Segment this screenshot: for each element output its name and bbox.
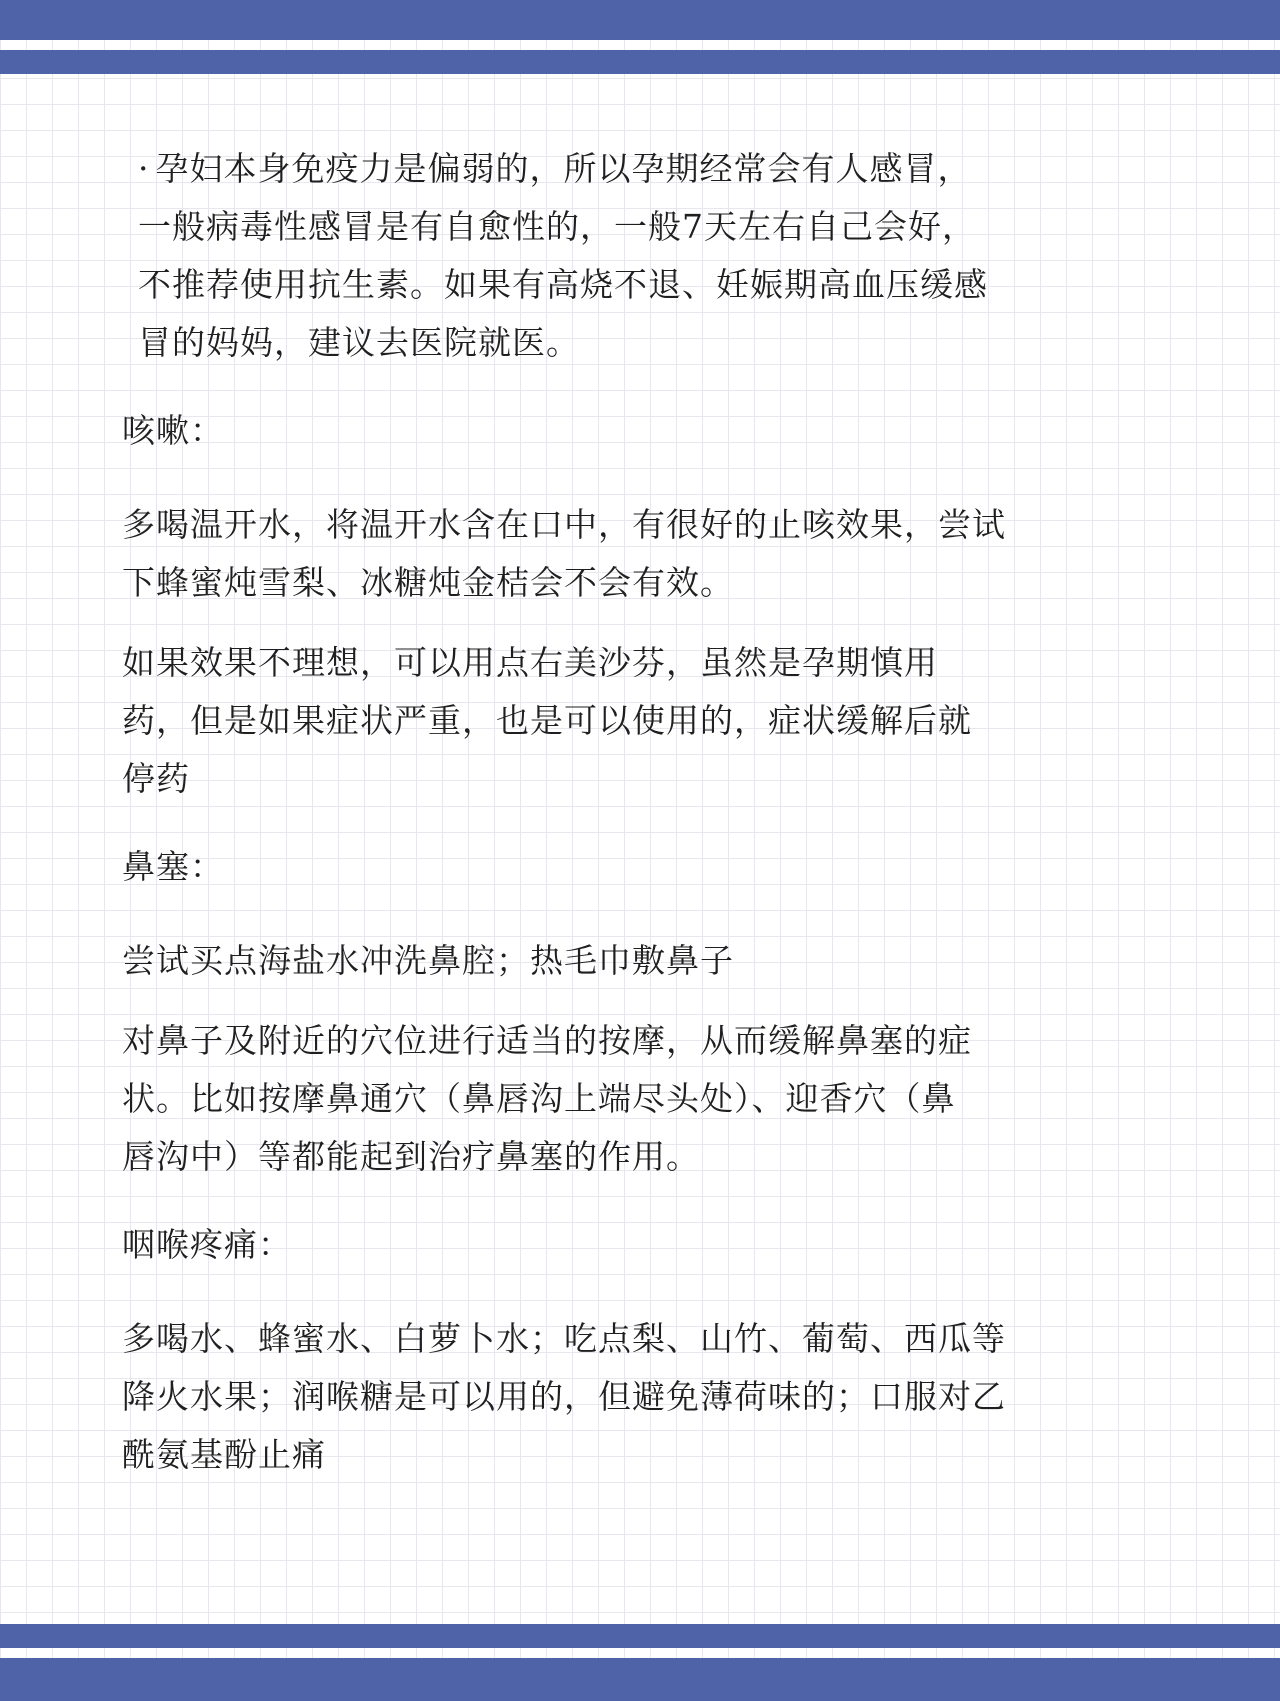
nose-p2-line-1: 对鼻子及附近的穴位进行适当的按摩，从而缓解鼻塞的症 [122, 1021, 972, 1060]
cough-paragraph-1 [122, 496, 1182, 612]
throat-heading: 咽喉疼痛： [122, 1225, 292, 1264]
bottom-band-thin [0, 1624, 1280, 1648]
cough-p2-line-1: 如果效果不理想，可以用点右美沙芬，虽然是孕期慎用 [122, 643, 938, 682]
throat-p1-line-3: 酰氨基酚止痛 [122, 1435, 326, 1474]
throat-p1-line-1: 多喝水、蜂蜜水、白萝卜水；吃点梨、山竹、葡萄、西瓜等 [122, 1319, 1006, 1358]
top-band-thin [0, 50, 1280, 74]
intro-paragraph [138, 140, 1182, 372]
throat-paragraph-1 [122, 1310, 1182, 1484]
cough-heading: 咳嗽： [122, 411, 224, 450]
cough-p1-line-1: 多喝温开水，将温开水含在口中，有很好的止咳效果，尝试 [122, 505, 1006, 544]
bullet-dot: · [138, 149, 150, 188]
cough-p1-line-2: 下蜂蜜炖雪梨、冰糖炖金桔会不会有效。 [122, 563, 734, 602]
intro-line-3: 不推荐使用抗生素。如果有高烧不退、妊娠期高血压缓感 [138, 265, 988, 304]
cough-p2-line-3: 停药 [122, 759, 190, 798]
article-body [122, 140, 1182, 1484]
intro-line-2: 一般病毒性感冒是有自愈性的，一般7天左右自己会好， [138, 207, 976, 246]
intro-line-1: 孕妇本身免疫力是偏弱的，所以孕期经常会有人感冒， [155, 149, 972, 188]
nose-paragraph-1: 尝试买点海盐水冲洗鼻腔；热毛巾敷鼻子 [122, 941, 734, 980]
top-band [0, 0, 1280, 40]
intro-line-4: 冒的妈妈，建议去医院就医。 [138, 323, 580, 362]
nose-heading: 鼻塞： [122, 847, 224, 886]
throat-p1-line-2: 降火水果；润喉糖是可以用的，但避免薄荷味的；口服对乙 [122, 1377, 1006, 1416]
nose-p2-line-3: 唇沟中）等都能起到治疗鼻塞的作用。 [122, 1137, 700, 1176]
bottom-band [0, 1658, 1280, 1701]
cough-paragraph-2 [122, 634, 1182, 808]
nose-paragraph-2 [122, 1012, 1182, 1186]
cough-p2-line-2: 药，但是如果症状严重，也是可以使用的，症状缓解后就 [122, 701, 972, 740]
nose-p2-line-2: 状。比如按摩鼻通穴（鼻唇沟上端尽头处）、迎香穴（鼻 [122, 1079, 956, 1118]
